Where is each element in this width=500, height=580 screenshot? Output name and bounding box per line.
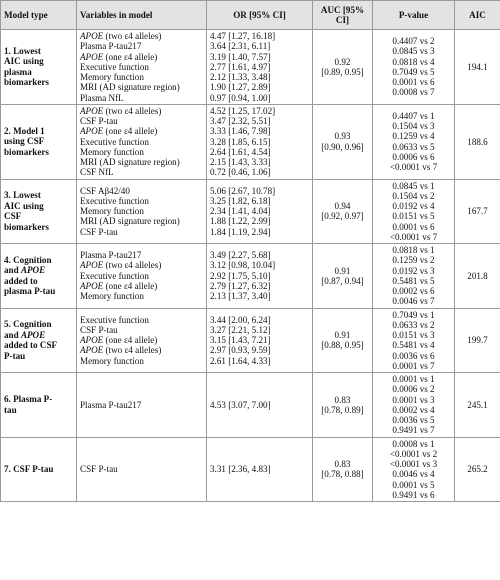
table-row bbox=[1, 437, 500, 502]
p-value-item: 0.0151 vs 3 bbox=[392, 330, 435, 340]
variable-item bbox=[80, 216, 203, 226]
auc-cell bbox=[313, 373, 373, 438]
or-ci-cell bbox=[207, 30, 313, 105]
model-type-segment: P-tau bbox=[4, 350, 26, 361]
or-ci-value: 2.92 [1.75, 5.10] bbox=[210, 270, 271, 281]
aic-cell: 167.7 bbox=[455, 179, 500, 244]
variables-cell bbox=[77, 30, 207, 105]
p-value-item: 0.0192 vs 3 bbox=[392, 265, 435, 276]
or-ci-value: 1.88 [1.22, 2.99] bbox=[210, 216, 271, 227]
p-value-item: 0.0006 vs 6 bbox=[392, 151, 435, 162]
variable-item bbox=[80, 137, 203, 147]
p-value-item: 0.0151 vs 5 bbox=[392, 211, 435, 222]
variable-label: CSF Aβ42/40 bbox=[80, 185, 130, 196]
model-type-cell bbox=[1, 437, 77, 502]
table-row bbox=[1, 244, 500, 309]
p-value-cell bbox=[373, 244, 455, 309]
table-row bbox=[1, 104, 500, 179]
variables-cell bbox=[77, 179, 207, 244]
variable-item bbox=[80, 72, 203, 82]
model-type-line: using CSF bbox=[4, 136, 45, 147]
p-value-item: 0.0001 vs 6 bbox=[392, 221, 435, 232]
model-type-line: biomarkers bbox=[4, 221, 49, 232]
p-value-cell bbox=[373, 104, 455, 179]
auc-value: 0.94 bbox=[334, 201, 351, 211]
variable-label: (two ε4 alleles) bbox=[103, 260, 162, 271]
variable-label: Plasma P-tau217 bbox=[80, 399, 142, 410]
p-value-item: 0.0008 vs 1 bbox=[392, 438, 435, 449]
p-value-item: 0.0046 vs 4 bbox=[392, 469, 435, 480]
or-ci-value: 2.64 [1.61, 4.54] bbox=[210, 146, 271, 157]
auc-ci: [0.92, 0.97] bbox=[321, 211, 364, 222]
p-value-item: 0.0001 vs 7 bbox=[392, 360, 435, 371]
p-value-item: 0.0845 vs 1 bbox=[392, 180, 435, 191]
variable-item bbox=[80, 325, 203, 335]
variable-item bbox=[80, 291, 203, 301]
or-ci-value: 2.13 [1.37, 3.40] bbox=[210, 291, 271, 302]
variable-item bbox=[80, 196, 203, 206]
or-ci-value: 3.27 [2.21, 5.12] bbox=[210, 324, 271, 335]
p-value-item: 0.0001 vs 3 bbox=[392, 394, 435, 405]
variables-cell bbox=[77, 244, 207, 309]
variable-item bbox=[80, 186, 203, 196]
or-ci-value: 1.90 [1.27, 2.89] bbox=[210, 82, 271, 93]
model-type-segment: APOE bbox=[20, 265, 46, 276]
or-ci-value: 4.53 [3.07, 7.00] bbox=[210, 399, 271, 410]
p-value-item: 0.0036 vs 6 bbox=[392, 350, 435, 361]
variable-label: (two ε4 alleles) bbox=[103, 31, 162, 41]
model-type-line: 7. CSF P-tau bbox=[4, 464, 54, 474]
variable-item bbox=[80, 93, 203, 103]
model-type-cell bbox=[1, 244, 77, 309]
variable-gene-name: APOE bbox=[80, 335, 104, 346]
or-ci-value: 2.79 [1.27, 6.32] bbox=[210, 280, 271, 291]
variable-label: Executive function bbox=[80, 195, 149, 206]
aic-cell: 201.8 bbox=[455, 244, 500, 309]
or-ci-value: 0.97 [0.94, 1.00] bbox=[210, 92, 271, 103]
variable-item bbox=[80, 82, 203, 92]
model-type-line: plasma bbox=[4, 66, 32, 77]
variable-item bbox=[80, 106, 203, 116]
variable-label: CSF P-tau bbox=[80, 324, 118, 335]
model-type-segment: and bbox=[4, 265, 21, 276]
variable-label: MRI (AD signature region) bbox=[80, 216, 180, 227]
variables-cell bbox=[77, 437, 207, 502]
p-value-item: 0.0002 vs 6 bbox=[392, 286, 435, 296]
model-type-segment: added to CSF bbox=[4, 340, 58, 351]
p-value-item: 0.9491 vs 7 bbox=[392, 425, 435, 436]
header-or-ci: OR [95% CI] bbox=[207, 1, 313, 30]
p-value-item: 0.5481 vs 5 bbox=[392, 275, 435, 286]
or-ci-value: 5.06 [2.67, 10.78] bbox=[210, 185, 276, 196]
auc-value: 0.91 bbox=[334, 330, 351, 340]
auc-cell bbox=[313, 30, 373, 105]
variable-item bbox=[80, 271, 203, 281]
p-value-item: 0.0036 vs 5 bbox=[392, 415, 435, 425]
table-row bbox=[1, 373, 500, 438]
model-type-cell bbox=[1, 179, 77, 244]
model-type-line bbox=[4, 340, 73, 351]
variable-item bbox=[80, 335, 203, 345]
variable-item bbox=[80, 206, 203, 216]
variable-label: Memory function bbox=[80, 72, 144, 82]
table-row bbox=[1, 30, 500, 105]
p-value-item: 0.1259 vs 2 bbox=[392, 255, 435, 266]
p-value-item: 0.0002 vs 4 bbox=[392, 404, 435, 415]
or-ci-value: 3.15 [1.43, 7.21] bbox=[210, 335, 271, 346]
variable-item bbox=[80, 356, 203, 366]
model-type-line: AIC using bbox=[4, 200, 44, 211]
header-model-type: Model type bbox=[1, 1, 77, 30]
or-ci-value: 0.72 [0.46, 1.06] bbox=[210, 167, 271, 178]
or-ci-value: 3.64 [2.31, 6.11] bbox=[210, 41, 271, 52]
p-value-item: <0.0001 vs 3 bbox=[389, 459, 438, 469]
variable-item bbox=[80, 147, 203, 157]
variable-label: Plasma P-tau217 bbox=[80, 41, 142, 52]
model-type-line: CSF bbox=[4, 211, 22, 222]
header-row bbox=[1, 1, 500, 30]
p-value-item: <0.0001 vs 7 bbox=[389, 162, 438, 173]
p-value-item: 0.0633 vs 5 bbox=[392, 141, 435, 152]
variable-item bbox=[80, 250, 203, 260]
model-type-line: tau bbox=[4, 404, 17, 415]
model-type-cell bbox=[1, 373, 77, 438]
p-value-item: <0.0001 vs 7 bbox=[389, 231, 438, 242]
model-type-segment: 5. Cognition bbox=[4, 319, 52, 330]
p-value-item: 0.4407 vs 2 bbox=[392, 36, 435, 47]
model-type-cell bbox=[1, 308, 77, 373]
auc-value: 0.83 bbox=[334, 394, 351, 405]
or-ci-value: 3.12 [0.98, 10.04] bbox=[210, 260, 276, 271]
variable-label: Memory function bbox=[80, 291, 144, 302]
variable-label: (two ε4 alleles) bbox=[103, 345, 162, 356]
variable-item bbox=[80, 62, 203, 72]
model-type-line: 1. Lowest bbox=[4, 45, 41, 56]
p-value-item: <0.0001 vs 2 bbox=[389, 448, 438, 459]
p-value-item: 0.7049 vs 5 bbox=[392, 66, 435, 77]
or-ci-cell bbox=[207, 244, 313, 309]
table-body bbox=[1, 30, 500, 502]
variable-label: (one ε4 allele) bbox=[103, 126, 158, 137]
p-value-item: 0.1504 vs 2 bbox=[392, 190, 435, 201]
variable-label: Plasma P-tau217 bbox=[80, 250, 142, 261]
aic-cell: 188.6 bbox=[455, 104, 500, 179]
or-ci-value: 3.19 [1.40, 7.57] bbox=[210, 51, 271, 62]
model-type-segment: and bbox=[4, 329, 21, 340]
variable-label: (two ε4 alleles) bbox=[103, 105, 162, 116]
variable-item bbox=[80, 167, 203, 177]
variable-label: CSF NfL bbox=[80, 167, 114, 178]
or-ci-value: 4.52 [1.25, 17.02] bbox=[210, 105, 276, 116]
variable-label: Executive function bbox=[80, 314, 149, 325]
variable-item bbox=[80, 227, 203, 237]
variable-item bbox=[80, 464, 203, 474]
table-row bbox=[1, 308, 500, 373]
or-ci-value: 2.12 [1.33, 3.48] bbox=[210, 72, 271, 82]
variable-gene-name: APOE bbox=[80, 345, 104, 356]
variable-item bbox=[80, 400, 203, 410]
auc-ci: [0.78, 0.89] bbox=[321, 404, 364, 415]
variable-item bbox=[80, 41, 203, 51]
header-p-value: P-value bbox=[373, 1, 455, 30]
variable-label: CSF P-tau bbox=[80, 116, 118, 126]
variable-label: (one ε4 allele) bbox=[103, 335, 158, 346]
auc-cell bbox=[313, 244, 373, 309]
or-ci-cell bbox=[207, 373, 313, 438]
model-type-segment: APOE bbox=[20, 329, 46, 340]
p-value-item: 0.1504 vs 3 bbox=[392, 121, 435, 132]
variable-item bbox=[80, 281, 203, 291]
or-ci-cell bbox=[207, 179, 313, 244]
or-ci-value: 3.33 [1.46, 7.98] bbox=[210, 126, 271, 137]
model-type-line bbox=[4, 265, 73, 276]
auc-ci: [0.87, 0.94] bbox=[321, 275, 364, 286]
or-ci-value: 3.44 [2.00, 6.24] bbox=[210, 314, 271, 325]
model-type-line: 2. Model 1 bbox=[4, 125, 45, 136]
model-type-line bbox=[4, 330, 73, 341]
variable-label: (one ε4 allele) bbox=[103, 280, 158, 291]
auc-ci: [0.90, 0.96] bbox=[321, 141, 364, 152]
p-value-cell bbox=[373, 437, 455, 502]
or-ci-value: 2.34 [1.41, 4.04] bbox=[210, 206, 271, 217]
auc-value: 0.92 bbox=[334, 56, 351, 67]
header-auc: AUC [95% CI] bbox=[313, 1, 373, 30]
variable-item bbox=[80, 31, 203, 41]
variables-cell bbox=[77, 308, 207, 373]
model-type-line bbox=[4, 255, 73, 266]
variable-label: (one ε4 allele) bbox=[103, 51, 158, 62]
model-type-segment: added to bbox=[4, 275, 38, 286]
model-type-line: 3. Lowest bbox=[4, 190, 41, 201]
model-type-line bbox=[4, 351, 73, 362]
variable-label: Executive function bbox=[80, 136, 149, 147]
model-type-line: 6. Plasma P- bbox=[4, 394, 53, 405]
model-type-line: biomarkers bbox=[4, 146, 49, 157]
auc-value: 0.83 bbox=[334, 459, 351, 469]
variable-gene-name: APOE bbox=[80, 105, 104, 116]
p-value-item: 0.0046 vs 7 bbox=[392, 296, 435, 307]
aic-cell: 265.2 bbox=[455, 437, 500, 502]
p-value-item: 0.0818 vs 1 bbox=[392, 245, 435, 255]
variable-item bbox=[80, 126, 203, 136]
p-value-item: 0.0192 vs 4 bbox=[392, 201, 435, 211]
model-type-cell bbox=[1, 30, 77, 105]
or-ci-value: 4.47 [1.27, 16.18] bbox=[210, 31, 276, 41]
variables-cell bbox=[77, 104, 207, 179]
p-value-item: 0.0818 vs 4 bbox=[392, 56, 435, 67]
variable-gene-name: APOE bbox=[80, 280, 104, 291]
or-ci-value: 3.28 [1.85, 6.15] bbox=[210, 136, 271, 147]
model-type-line bbox=[4, 319, 73, 330]
variable-gene-name: APOE bbox=[80, 126, 104, 137]
model-type-segment: plasma P-tau bbox=[4, 286, 56, 297]
variable-gene-name: APOE bbox=[80, 31, 104, 41]
or-ci-value: 3.31 [2.36, 4.83] bbox=[210, 464, 271, 475]
aic-cell: 194.1 bbox=[455, 30, 500, 105]
variable-label: CSF P-tau bbox=[80, 226, 118, 237]
p-value-cell bbox=[373, 30, 455, 105]
p-value-cell bbox=[373, 308, 455, 373]
variable-label: Executive function bbox=[80, 270, 149, 281]
auc-cell bbox=[313, 308, 373, 373]
auc-value: 0.91 bbox=[334, 265, 351, 276]
or-ci-value: 2.77 [1.61, 4.97] bbox=[210, 61, 271, 72]
model-type-line: biomarkers bbox=[4, 77, 49, 88]
or-ci-value: 3.47 [2.32, 5.51] bbox=[210, 116, 271, 126]
model-type-line bbox=[4, 276, 73, 287]
or-ci-value: 3.49 [2.27, 5.68] bbox=[210, 250, 271, 261]
model-type-segment: 4. Cognition bbox=[4, 254, 52, 265]
variable-gene-name: APOE bbox=[80, 51, 104, 62]
table-row bbox=[1, 179, 500, 244]
p-value-item: 0.5481 vs 4 bbox=[392, 340, 435, 351]
header-aic: AIC bbox=[455, 1, 500, 30]
variable-label: Plasma NfL bbox=[80, 92, 124, 103]
auc-cell bbox=[313, 104, 373, 179]
variable-label: Executive function bbox=[80, 61, 149, 72]
p-value-item: 0.0001 vs 5 bbox=[392, 479, 435, 490]
p-value-item: 0.0006 vs 2 bbox=[392, 384, 435, 395]
p-value-item: 0.0845 vs 3 bbox=[392, 46, 435, 57]
or-ci-cell bbox=[207, 437, 313, 502]
or-ci-value: 3.25 [1.82, 6.18] bbox=[210, 195, 271, 206]
p-value-item: 0.0001 vs 6 bbox=[392, 77, 435, 88]
or-ci-value: 1.84 [1.19, 2.94] bbox=[210, 226, 271, 237]
aic-cell: 199.7 bbox=[455, 308, 500, 373]
variable-item bbox=[80, 315, 203, 325]
variable-gene-name: APOE bbox=[80, 260, 104, 271]
p-value-item: 0.0008 vs 7 bbox=[392, 87, 435, 98]
auc-cell bbox=[313, 437, 373, 502]
auc-ci: [0.88, 0.95] bbox=[321, 340, 364, 351]
p-value-item: 0.9491 vs 6 bbox=[392, 489, 435, 500]
or-ci-cell bbox=[207, 104, 313, 179]
p-value-cell bbox=[373, 179, 455, 244]
p-value-item: 0.0633 vs 2 bbox=[392, 319, 435, 330]
or-ci-cell bbox=[207, 308, 313, 373]
model-type-line: AIC using bbox=[4, 56, 44, 67]
p-value-item: 0.7049 vs 1 bbox=[392, 309, 435, 320]
or-ci-value: 2.61 [1.64, 4.33] bbox=[210, 355, 271, 366]
model-type-cell bbox=[1, 104, 77, 179]
variables-cell bbox=[77, 373, 207, 438]
auc-value: 0.93 bbox=[334, 131, 351, 142]
p-value-cell bbox=[373, 373, 455, 438]
variable-item bbox=[80, 116, 203, 126]
variable-label: MRI (AD signature region) bbox=[80, 157, 180, 167]
variable-label: Memory function bbox=[80, 206, 144, 217]
auc-ci: [0.89, 0.95] bbox=[321, 66, 364, 77]
aic-cell: 245.1 bbox=[455, 373, 500, 438]
p-value-item: 0.1259 vs 4 bbox=[392, 131, 435, 142]
or-ci-value: 2.97 [0.93, 9.59] bbox=[210, 345, 271, 356]
variable-label: Memory function bbox=[80, 355, 144, 366]
auc-cell bbox=[313, 179, 373, 244]
variable-item bbox=[80, 157, 203, 167]
variable-label: Memory function bbox=[80, 146, 144, 157]
variable-item bbox=[80, 52, 203, 62]
variable-label: CSF P-tau bbox=[80, 464, 118, 475]
variable-item bbox=[80, 345, 203, 355]
variable-label: MRI (AD signature region) bbox=[80, 82, 180, 93]
p-value-item: 0.0001 vs 1 bbox=[392, 374, 435, 384]
model-type-line bbox=[4, 286, 73, 297]
or-ci-value: 2.15 [1.43, 3.33] bbox=[210, 157, 271, 167]
auc-ci: [0.78, 0.88] bbox=[321, 469, 364, 480]
header-variables: Variables in model bbox=[77, 1, 207, 30]
p-value-item: 0.4407 vs 1 bbox=[392, 110, 435, 121]
variable-item bbox=[80, 260, 203, 270]
